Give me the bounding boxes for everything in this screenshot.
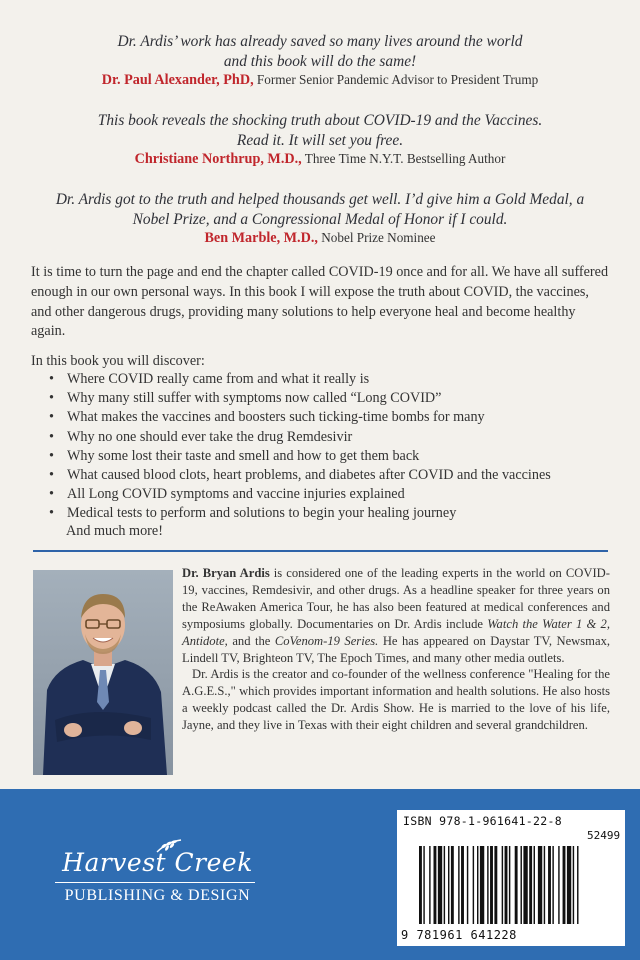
- list-item-text: Why no one should ever take the drug Remdesivir: [67, 428, 353, 445]
- bullet-icon: •: [49, 390, 54, 407]
- endorser-name: Ben Marble, M.D.,: [204, 230, 318, 246]
- price-code: 52499: [587, 829, 621, 842]
- endorsement-2: [30, 111, 610, 168]
- list-item-text: All Long COVID symptoms and vaccine injuries explained: [67, 486, 405, 503]
- and-more-text: And much more!: [66, 523, 163, 539]
- endorsement-quote: [30, 111, 610, 150]
- list-item: [49, 428, 619, 447]
- bullet-icon: •: [49, 447, 54, 464]
- endorser-title: Nobel Prize Nominee: [317, 230, 436, 245]
- quote-line: Read it. It will set you free.: [236, 131, 404, 149]
- list-item-text: What makes the vaccines and boosters such ticking-time bombs for many: [67, 409, 485, 426]
- endorsement-quote: [30, 32, 610, 71]
- documentary-title: CoVenom-19 Series.: [274, 633, 379, 648]
- list-item: [49, 408, 619, 427]
- author-photo-icon: [33, 570, 173, 775]
- author-portrait: [33, 570, 173, 775]
- quote-line: This book reveals the shocking truth about COVID-19 and the Vaccines.: [97, 112, 543, 129]
- list-item: [49, 447, 619, 466]
- quote-line: Dr. Ardis’ work has already saved so many lives around the world: [117, 33, 523, 50]
- publisher-logo: [55, 838, 260, 908]
- bullet-icon: •: [49, 409, 54, 426]
- bio-text: He has appeared on Daystar TV, Newsmax, Lindell TV, Brighteon TV, The Epoch Times, and many other media outlets.: [182, 633, 611, 665]
- section-divider: [33, 550, 608, 552]
- author-bio: [182, 565, 610, 734]
- endorsement-3: [30, 190, 610, 247]
- logo-rule: [55, 882, 255, 883]
- bullet-icon: •: [49, 467, 54, 484]
- endorser-name: Christiane Northrup, M.D.,: [134, 151, 302, 167]
- publisher-script-name: Harvest Creek: [62, 848, 253, 877]
- list-item: [49, 370, 619, 389]
- list-item: [49, 485, 619, 504]
- endorsement-1: [30, 32, 610, 89]
- isbn-text: ISBN 978-1-961641-22-8: [403, 814, 562, 828]
- endorser-title: Former Senior Pandemic Advisor to President Trump: [253, 72, 539, 87]
- quote-line: and this book will do the same!: [223, 52, 417, 70]
- endorsement-attribution: [30, 71, 610, 89]
- isbn-barcode: [397, 810, 625, 946]
- quote-line: Nobel Prize, and a Congressional Medal of Honor if I could.: [132, 210, 508, 228]
- discover-label: In this book you will discover:: [31, 353, 205, 369]
- intro-paragraph: It is time to turn the page and end the chapter called COVID-19 once and for all. We have all suffered enough in our own personal ways. In this book I will expose the truth about COVID, the vaccines, and other dangerous drugs, providing many solutions to help everyone heal and become healthy again.: [31, 264, 609, 340]
- quote-line: Dr. Ardis got to the truth and helped thousands get well. I’d give him a Gold Medal, a: [55, 191, 585, 208]
- bio-paragraph-1: [182, 565, 610, 666]
- bullet-icon: •: [49, 428, 54, 445]
- list-item-text: Why many still suffer with symptoms now called “Long COVID”: [67, 390, 442, 407]
- ean-digits: 9 781961 641228: [401, 928, 517, 942]
- list-item-text: Where COVID really came from and what it really is: [67, 371, 370, 387]
- bio-paragraph-2: Dr. Ardis is the creator and co-founder of the wellness conference "Healing for the A.G.E.S.," which provides important information and health solutions. He also hosts a weekly podcast called the Dr. Ardis Show. He is married to the love of his life, Jayne, and they live in Texas with their eight children and several grandchildren.: [182, 667, 610, 733]
- endorser-title: Three Time N.Y.T. Bestselling Author: [301, 151, 506, 166]
- list-item: [49, 389, 619, 408]
- bullet-icon: •: [49, 371, 54, 387]
- endorser-name: Dr. Paul Alexander, PhD,: [101, 72, 254, 88]
- author-name: Dr. Bryan Ardis: [182, 566, 270, 580]
- endorsement-attribution: [30, 150, 610, 168]
- list-item-text: What caused blood clots, heart problems, and diabetes after COVID and the vaccines: [67, 467, 551, 484]
- list-item-text: Why some lost their taste and smell and how to get them back: [67, 447, 420, 464]
- documentary-title: Watch the Water 1 & 2, Antidote,: [182, 616, 610, 648]
- bio-text: and the: [227, 633, 275, 648]
- list-item: [49, 504, 619, 523]
- bullet-icon: •: [49, 486, 54, 503]
- barcode-icon: [405, 846, 619, 928]
- discover-list: [49, 370, 619, 524]
- endorsement-attribution: [30, 229, 610, 247]
- bio-text: is considered one of the leading experts in the world on COVID-19, vaccines, Remdesivir, and other drugs. As a headline speaker for three years on the ReAwaken America Tour, he has also been featured at medical conferences and symposiums globally. Documentaries on Dr. Ardis include: [182, 566, 610, 631]
- list-item-text: Medical tests to perform and solutions to begin your healing journey: [67, 505, 457, 522]
- list-item: [49, 466, 619, 485]
- bullet-icon: •: [49, 505, 54, 522]
- endorsement-quote: [30, 190, 610, 229]
- publisher-subtitle: PUBLISHING & DESIGN: [64, 887, 251, 904]
